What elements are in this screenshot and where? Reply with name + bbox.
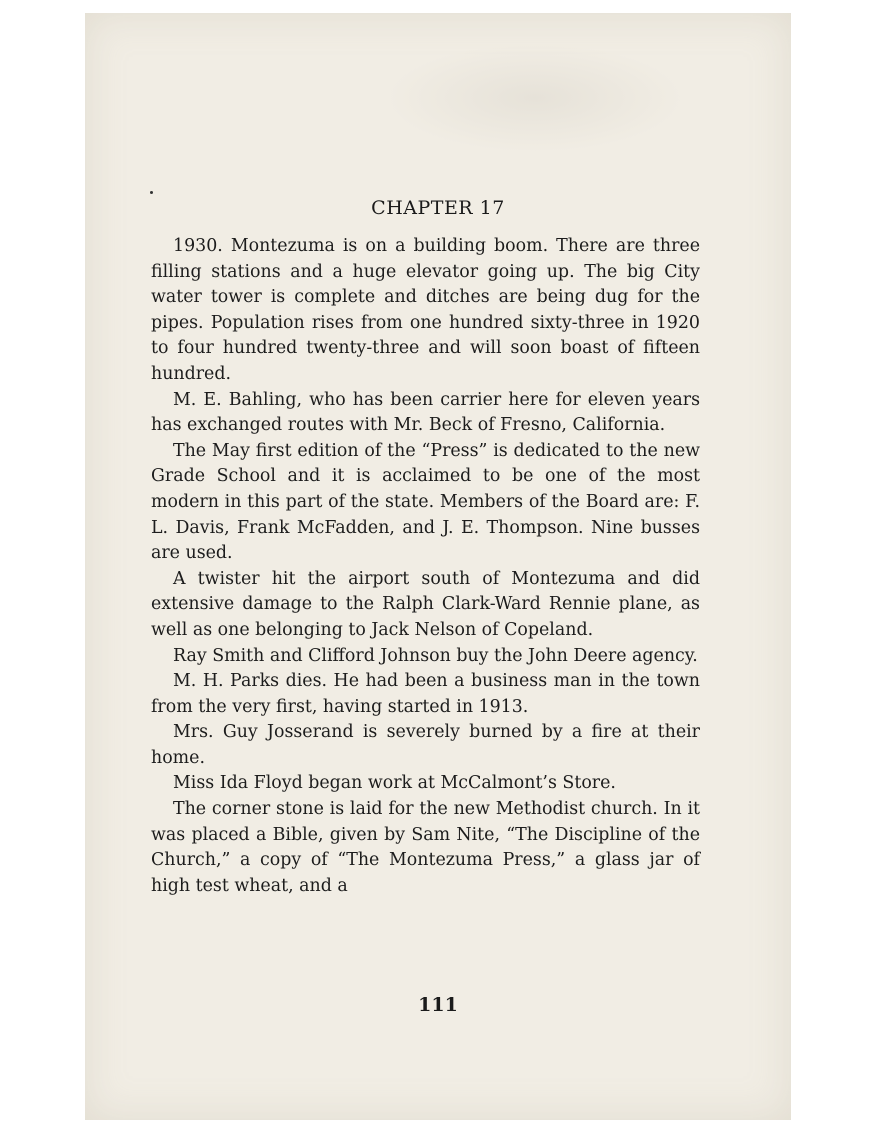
- paragraph: M. H. Parks dies. He had been a business man in the town from the very first, having started in 1913.: [151, 671, 700, 717]
- paragraph: The corner stone is laid for the new Methodist church. In it was placed a Bible, given by Sam Nite, “The Discipline of the Church,” a copy of “The Montezuma Press,” a glass jar of high test wheat, and a: [151, 799, 700, 896]
- chapter-heading: CHAPTER 17: [371, 197, 505, 219]
- book-page: [85, 13, 791, 1120]
- paragraph: A twister hit the airport south of Montezuma and did extensive damage to the Ralph Clark-Ward Rennie plane, as well as one belonging to Jack Nelson of Copeland.: [151, 568, 700, 640]
- paragraph: Ray Smith and Clifford Johnson buy the John Deere agency.: [173, 645, 698, 666]
- paragraph: M. E. Bahling, who has been carrier here for eleven years has exchanged routes with Mr. Beck of Fresno, California.: [151, 389, 700, 436]
- body-text: [151, 234, 700, 899]
- paragraph: Miss Ida Floyd began work at McCalmont’s Store.: [173, 773, 616, 794]
- show-through-bleed: [385, 43, 685, 153]
- paragraph: The May first edition of the “Press” is dedicated to the new Grade School and it is acclaimed to be one of the most modern in this part of the state. Members of the Board are: F. L. Davis, Frank McFadden, and J. E. Thompson. Nine busses are used.: [151, 440, 700, 564]
- page-number: 111: [418, 994, 458, 1016]
- paragraph: 1930. Montezuma is on a building boom. There are three filling stations and a huge elevator going up. The big City water tower is complete and ditches are being dug for the pipes. Population rises from one hundred sixty-three in 1920 to four hundred twenty-three and will soon boast of fifteen hundred.: [151, 236, 700, 384]
- paragraph: Mrs. Guy Josserand is severely burned by a fire at their home.: [151, 722, 700, 768]
- ink-speck: [150, 191, 153, 194]
